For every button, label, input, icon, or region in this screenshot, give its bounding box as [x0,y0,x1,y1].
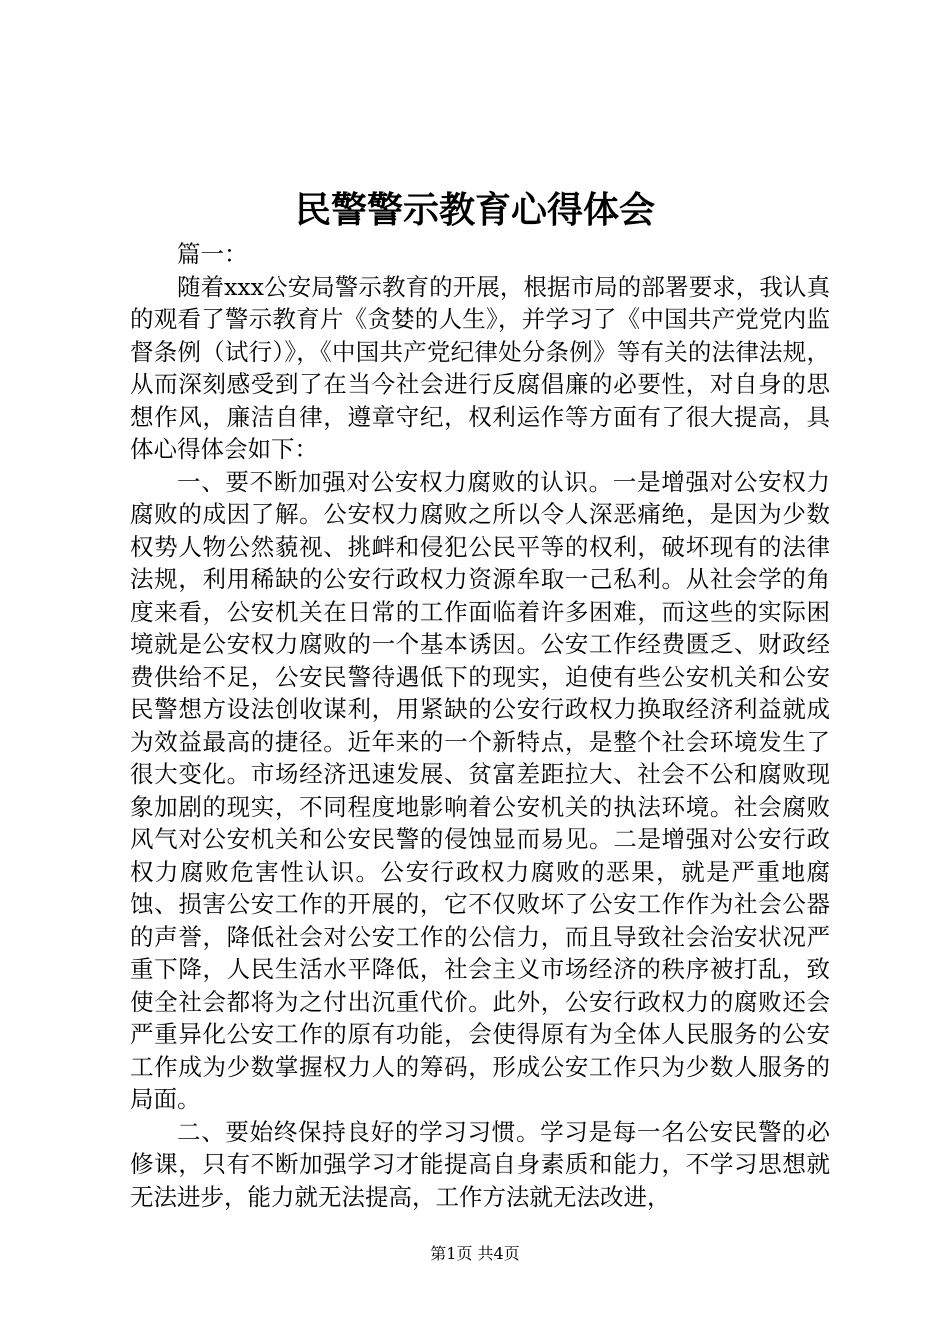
document-body [130,238,830,1213]
document-title: 民警警示教育心得体会 [294,189,655,231]
intro-paragraph: 随着xxx公安局警示教育的开展，根据市局的部署要求，我认真的观看了警示教育片《贪婪的人生》，并学习了《中国共产党党内监督条例（试行）》，《中国共产党纪律处分条例》等有关的法律法规，从而深刻感受到了在当今社会进行反腐倡廉的必要性，对自身的思想作风，廉洁自律，遵章守纪，权利运作等方面有了很大提高，具体心得体会如下： [130,272,830,463]
point-one-paragraph: 一、要不断加强对公安权力腐败的认识。一是增强对公安权力腐败的成因了解。公安权力腐败之所以令人深恶痛绝，是因为少数权势人物公然藐视、挑衅和侵犯公民平等的权利，破坏现有的法律法规，利用稀缺的公安行政权力资源牟取一己私利。从社会学的角度来看，公安机关在日常的工作面临着许多困难，而这些的实际困境就是公安权力腐败的一个基本诱因。公安工作经费匮乏、财政经费供给不足，公安民警待遇低下的现实，迫使有些公安机关和公安民警想方设法创收谋利，用紧缺的公安行政权力换取经济利益就成为效益最高的捷径。近年来的一个新特点，是整个社会环境发生了很大变化。市场经济迅速发展、贫富差距拉大、社会不公和腐败现象加剧的现实，不同程度地影响着公安机关的执法环境。社会腐败风气对公安机关和公安民警的侵蚀显而易见。二是增强对公安行政权力腐败危害性认识。公安行政权力腐败的恶果，就是严重地腐蚀、损害公安工作的开展的，它不仅败坏了公安工作作为社会公器的声誉，降低社会对公安工作的公信力，而且导致社会治安状况严重下降，人民生活水平降低，社会主义市场经济的秩序被打乱，致使全社会都将为之付出沉重代价。此外，公安行政权力的腐败还会严重异化公安工作的原有功能，会使得原有为全体人民服务的公安工作成为少数掌握权力人的筹码，形成公安工作只为少数人服务的局面。 [130,467,830,1113]
point-two-paragraph: 二、要始终保持良好的学习习惯。学习是每一名公安民警的必修课，只有不断加强学习才能提高自身素质和能力，不学习思想就无法进步，能力就无法提高，工作方法就无法改进， [130,1117,830,1211]
page-number-footer: 第1页 共4页 [430,1244,520,1263]
section-label: 篇一： [177,240,248,268]
